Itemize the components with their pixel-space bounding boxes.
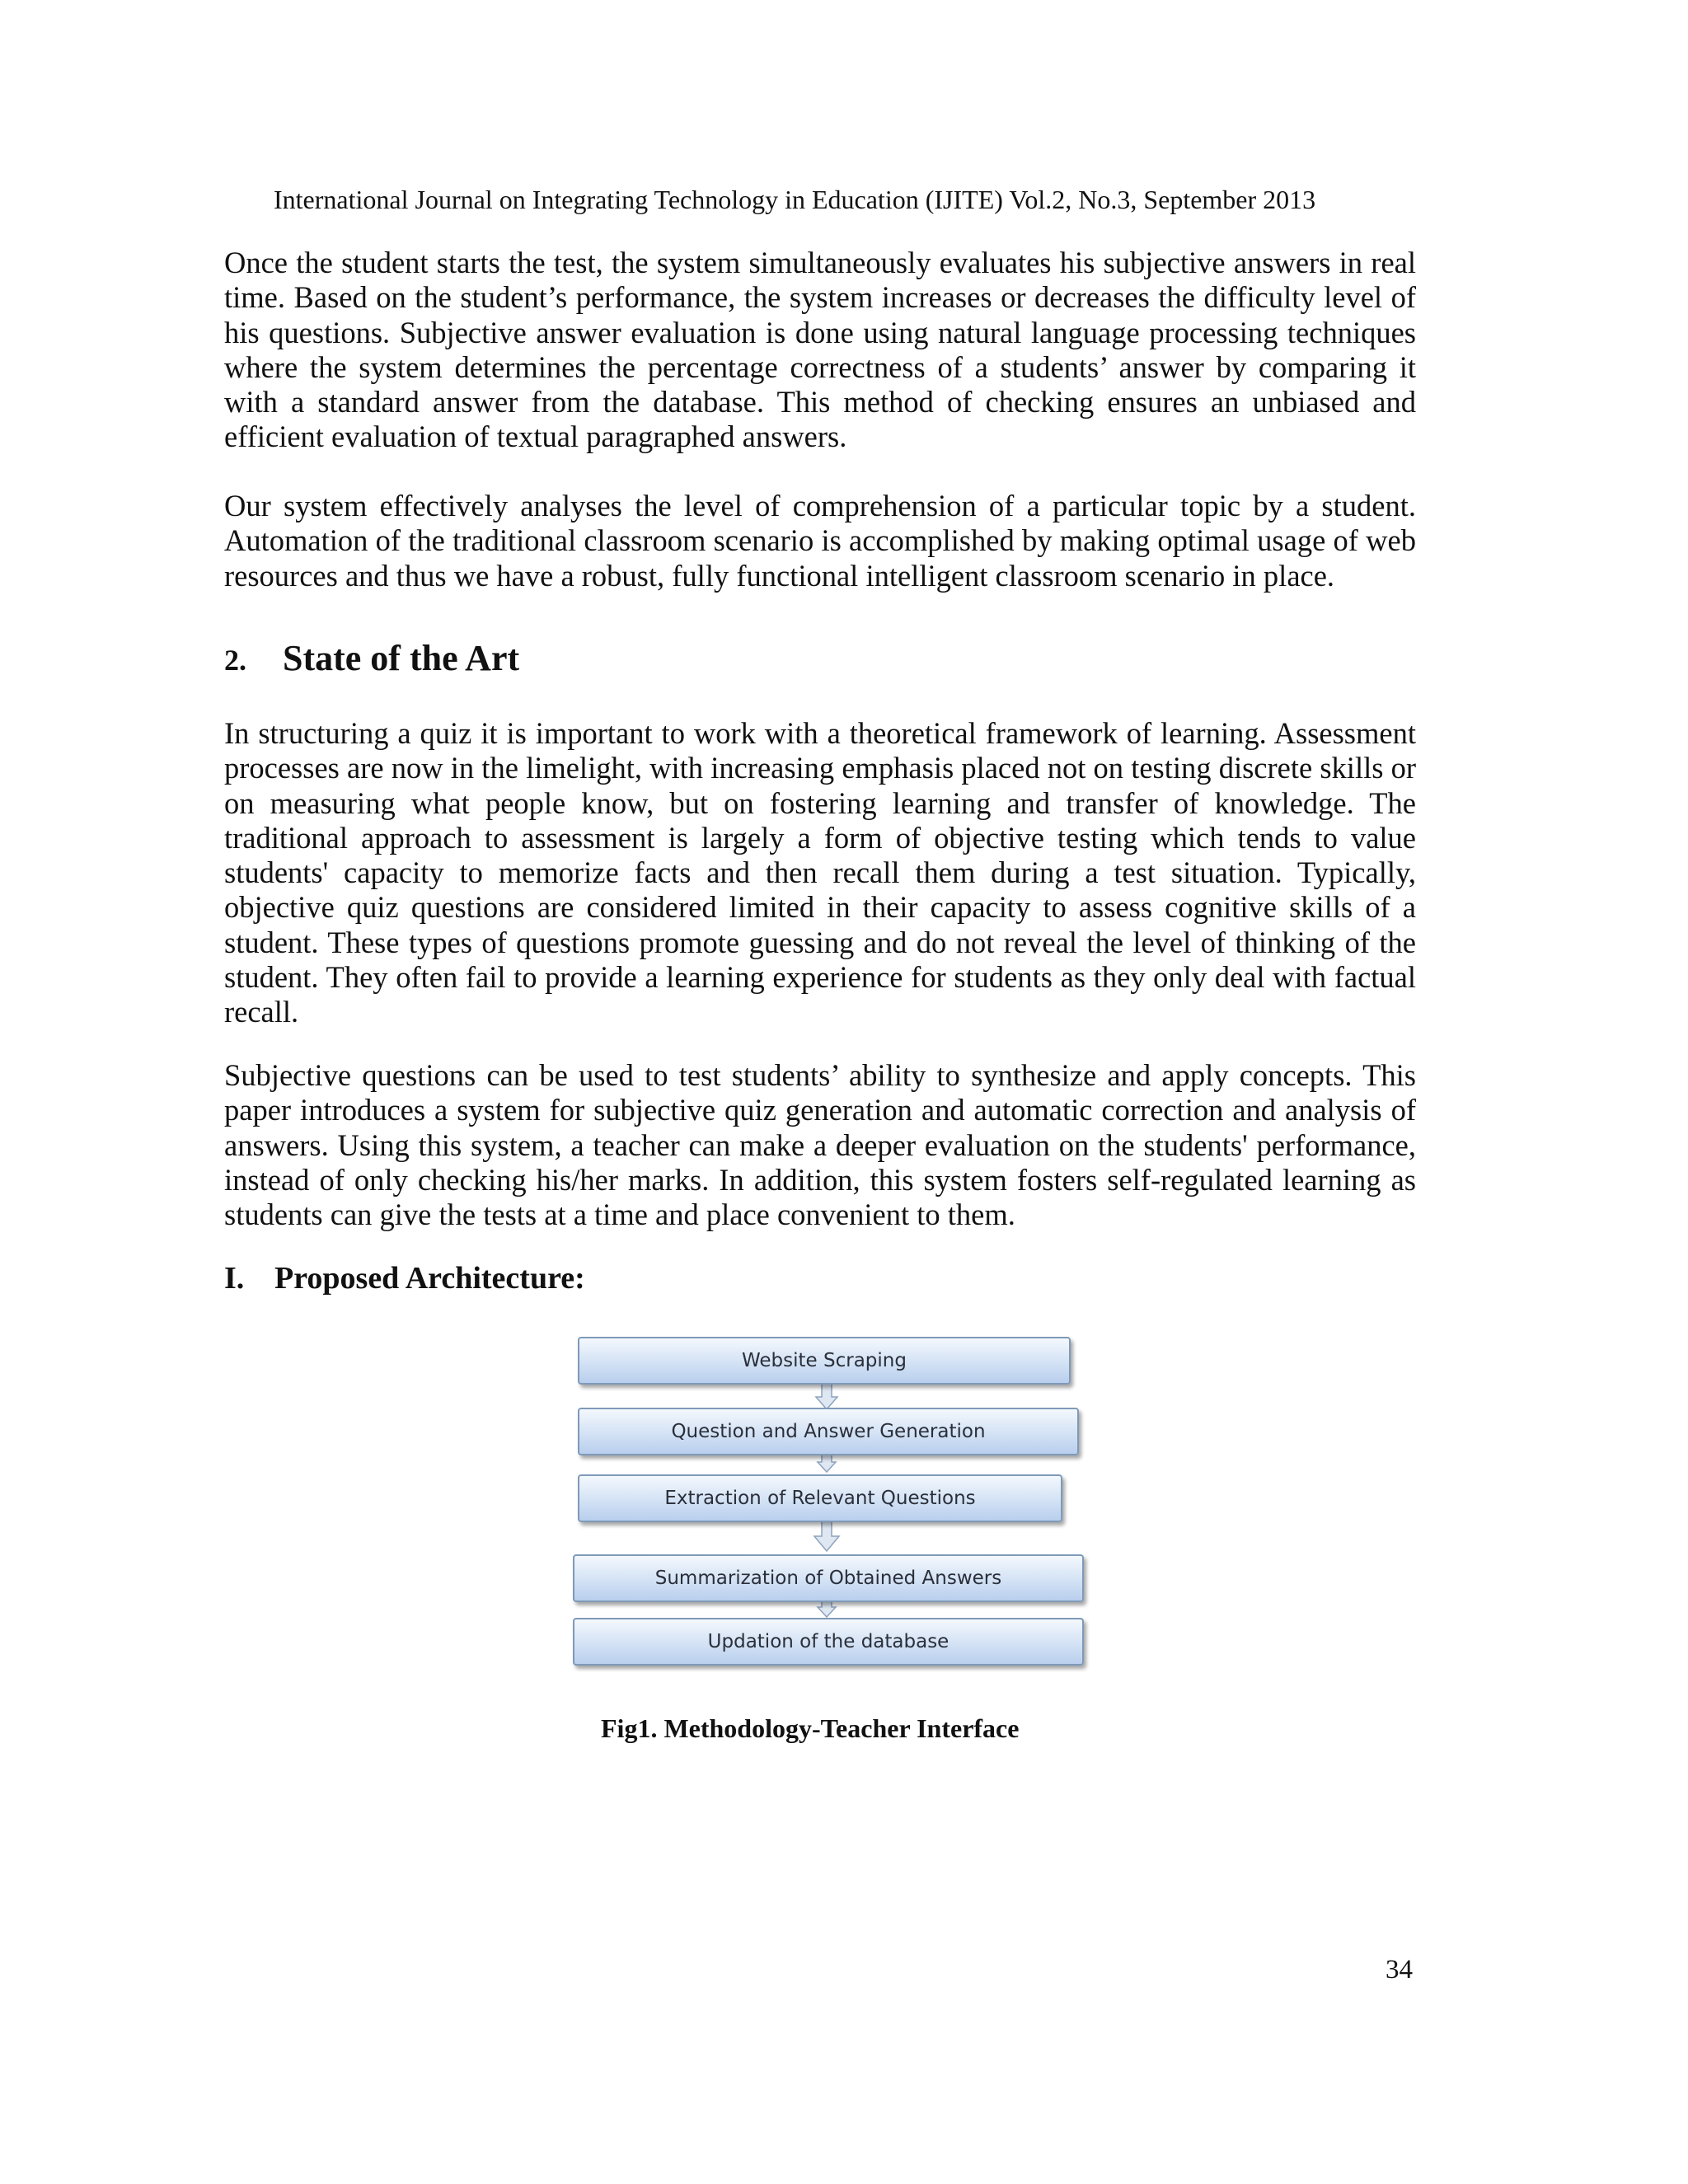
running-header: International Journal on Integrating Technology in Education (IJITE) Vol.2, No.3, September 2013	[274, 185, 1316, 214]
methodology-flowchart	[569, 1333, 1104, 1680]
paragraph-2: Our system effectively analyses the level of comprehension of a particular topic by a student. Automation of the traditional classroom scenario is accomplished by making optimal usage of web resources and thus we have a robust, fully functional intelligent classroom scenario in place.	[224, 489, 1416, 593]
paragraph-1: Once the student starts the test, the system simultaneously evaluates his subjective answers in real time. Based on the student’s performance, the system increases or decreases the difficulty level of his questions. Subjective answer evaluation is done using natural language processing techniques where the system determines the percentage correctness of a students’ answer by comparing it with a standard answer from the database. This method of checking ensures an unbiased and efficient evaluation of textual paragraphed answers.	[224, 246, 1416, 454]
down-arrow-icon	[818, 1454, 836, 1472]
flow-step-question-answer-generation: Question and Answer Generation	[578, 1408, 1079, 1455]
down-arrow-icon	[816, 1383, 837, 1409]
section-number: 2.	[224, 644, 246, 677]
down-arrow-icon	[814, 1521, 839, 1551]
section-heading-state-of-the-art	[224, 635, 519, 683]
page-number: 34	[1386, 1955, 1413, 1985]
subsection-heading-proposed-architecture	[224, 1258, 585, 1299]
paragraph-4: Subjective questions can be used to test students’ ability to synthesize and apply concepts. This paper introduces a system for subjective quiz generation and automatic correction and analysis of answers. Using this system, a teacher can make a deeper evaluation on the students' performance, instead of only checking his/her marks. In addition, this system fosters self-regulated learning as students can give the tests at a time and place convenient to them.	[224, 1058, 1416, 1232]
flow-step-website-scraping: Website Scraping	[578, 1337, 1071, 1385]
section-title: State of the Art	[283, 638, 520, 678]
flow-step-extraction-relevant-questions: Extraction of Relevant Questions	[578, 1474, 1062, 1522]
paragraph-3: In structuring a quiz it is important to work with a theoretical framework of learning. Assessment processes are now in the limelight, with increasing emphasis placed not on testing discrete skills or on measuring what people know, but on fostering learning and transfer of knowledge. The traditional approach to assessment is largely a form of objective testing which tends to value students' capacity to memorize facts and then recall them during a test situation. Typically, objective quiz questions are considered limited in their capacity to assess cognitive skills of a student. These types of questions promote guessing and do not reveal the level of thinking of the student. They often fail to provide a learning experience for students as they only deal with factual recall.	[224, 716, 1416, 1029]
flow-step-updation-database: Updation of the database	[573, 1618, 1084, 1666]
subsection-title: Proposed Architecture:	[274, 1261, 585, 1296]
figure-caption: Fig1. Methodology-Teacher Interface	[601, 1713, 1020, 1743]
subsection-number: I.	[224, 1261, 245, 1296]
flow-step-summarization-answers: Summarization of Obtained Answers	[573, 1554, 1084, 1602]
